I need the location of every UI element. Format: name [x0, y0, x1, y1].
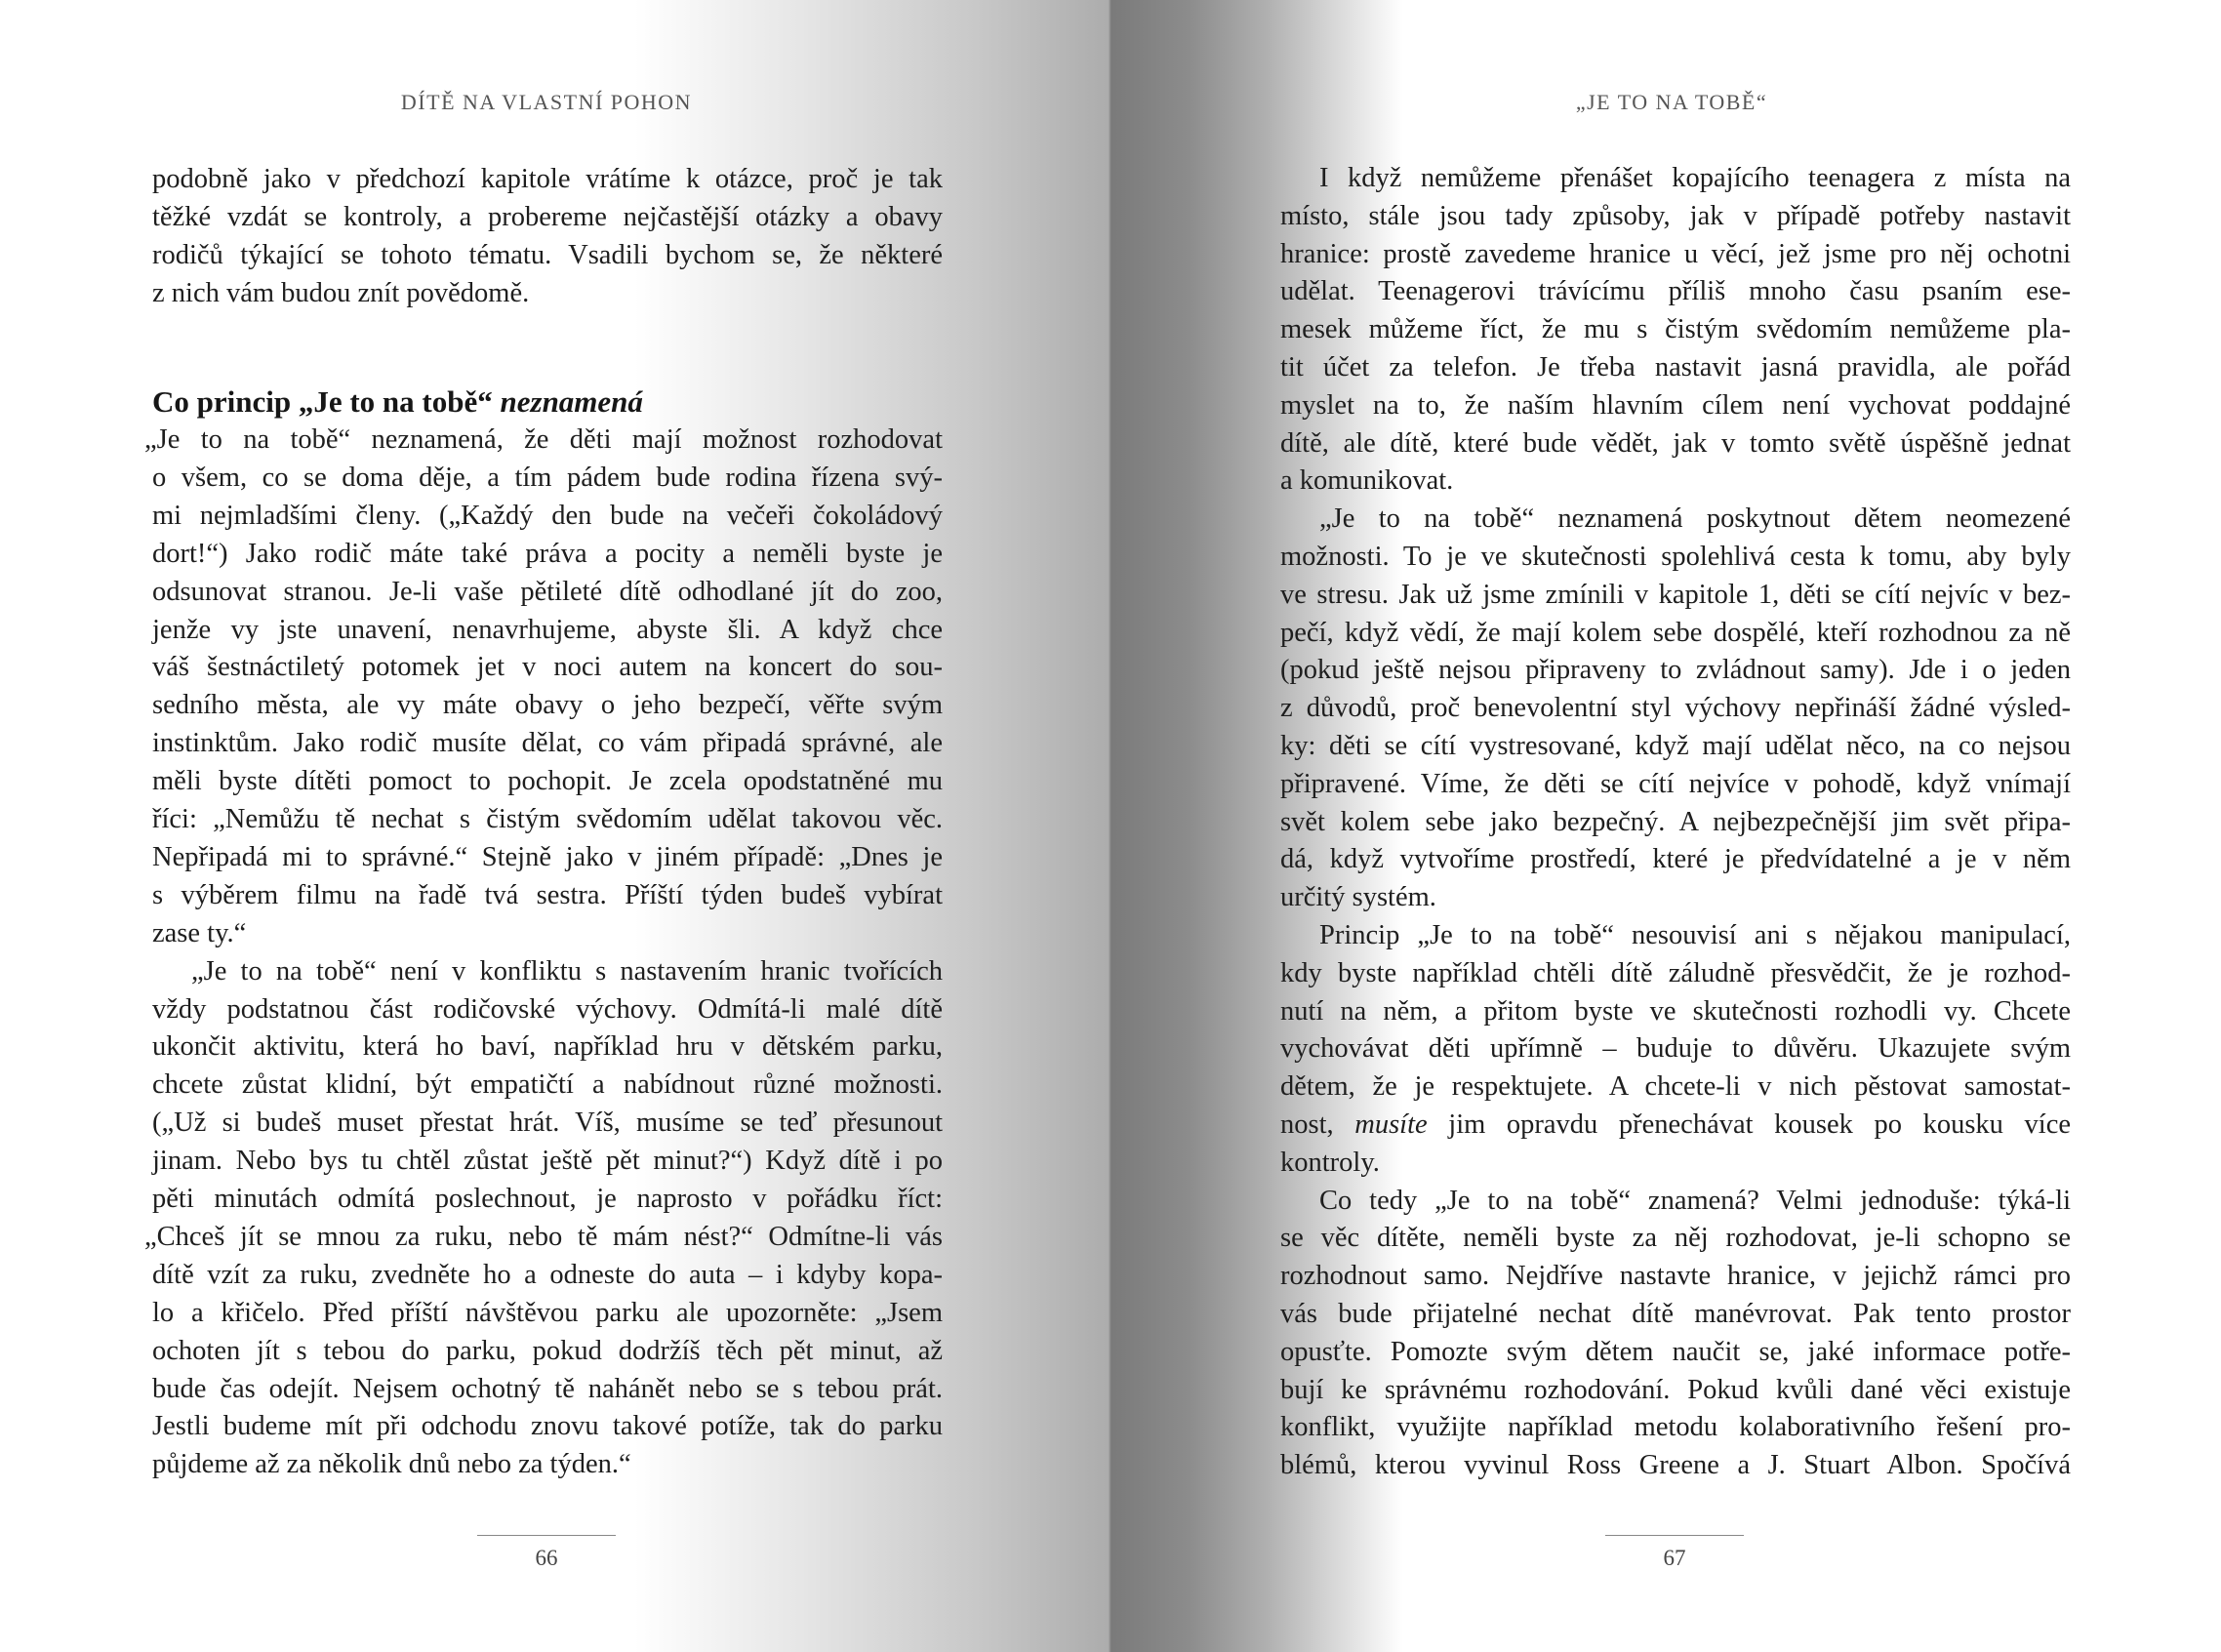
book-spine-gutter [1109, 0, 1111, 1652]
text-line: vás bude přijatelné nechat dítě manévrovat. Pak tento prostor [1280, 1299, 2071, 1329]
text-line: Princip „Je to na tobě“ nesouvisí ani s nějakou manipulací, [1319, 920, 2071, 950]
text-line: „Je to na tobě“ není v konfliktu s nastavením hranic tvořících [191, 955, 943, 987]
text-line: bude čas odejít. Nejsem ochotný tě nahánět nebo se s tebou prát. [152, 1373, 943, 1404]
text-line: určitý systém. [1280, 882, 1436, 913]
text-line: instinktům. Jako rodič musíte dělat, co vám připadá správné, ale [152, 728, 943, 759]
text-line: Nepřipadá mi to správné.“ Stejně jako v jiném případě: „Dnes je [152, 841, 943, 872]
text-line: se věc dítěte, neměli byste za něj rozhodovat, je-li schopno se [1280, 1223, 2071, 1254]
text-line: a komunikovat. [1280, 465, 1454, 497]
running-head-right: „JE TO NA TOBĚ“ [1575, 90, 1768, 114]
text-line: měli byste dítěti pomoct to pochopit. Je zcela opodstatněné mu [152, 766, 943, 797]
text-line: těžké vzdát se kontroly, a probereme nejčastější otázky a obavy [152, 202, 943, 232]
text-line: „Chceš jít se mnou za ruku, nebo tě mám nést?“ Odmítne-li vás [144, 1221, 943, 1252]
section-heading-bold: Co princip „Je to na tobě“ [152, 384, 501, 419]
text-line: Co tedy „Je to na tobě“ znamená? Velmi jednoduše: týká-li [1319, 1185, 2071, 1216]
folio-rule-left [477, 1535, 616, 1536]
text-line: dort!“) Jako rodič máte také práva a pocity a neměli byste je [152, 538, 943, 569]
text-line: říci: „Nemůžu tě nechat s čistým svědomím udělat takovou věc. [152, 804, 943, 834]
text-line: kontroly. [1280, 1147, 1380, 1178]
text-line: mi nejmladšími členy. („Každý den bude na večeři čokoládový [152, 500, 943, 531]
text-line: jenže vy jste unavení, nenavrhujeme, abyste šli. A když chce [152, 614, 943, 645]
text-line: dětem, že je respektujete. A chcete-li v nich pěstovat samostat- [1280, 1071, 2071, 1103]
text-line: („Už si budeš muset přestat hrát. Víš, musíme se teď přesunout [152, 1108, 943, 1139]
page-number-left: 66 [535, 1546, 558, 1570]
text-line: vychovávat děti upřímně – buduje to důvěru. Ukazujete svým [1280, 1033, 2071, 1065]
running-head-left: DÍTĚ NA VLASTNÍ POHON [400, 90, 693, 114]
text-line: svět kolem sebe jako bezpečný. A nejbezpečnější jim svět připa- [1280, 806, 2071, 837]
text-line: ochoten jít s tebou do parku, pokud dodržíš těch pět minut, až [152, 1335, 943, 1366]
text-line: sedního města, ale vy máte obavy o jeho bezpečí, věřte svým [152, 690, 943, 721]
text-line: blémů, kterou vyvinul Ross Greene a J. Stuart Albon. Spočívá [1280, 1450, 2071, 1481]
text-line: hranice: prostě zavedeme hranice u věcí, jež jsme pro něj ochotni [1280, 238, 2071, 269]
line-part: jim opravdu přenechávat kousek po kousku více [1427, 1109, 2071, 1140]
section-heading-italic: neznamená [500, 384, 643, 419]
text-line: opusťte. Pomozte svým dětem naučit se, jaké informace potře- [1280, 1336, 2071, 1367]
text-line: o všem, co se doma děje, a tím pádem bude rodina řízena svý- [152, 462, 943, 493]
text-line: váš šestnáctiletý potomek jet v noci autem na koncert do sou- [152, 652, 943, 683]
text-line: udělat. Teenagerovi trávícímu příliš mnoho času psaním ese- [1280, 276, 2071, 307]
text-line: (pokud ještě nejsou připraveny to zvládnout samy). Jde i o jeden [1280, 655, 2071, 686]
text-line: podobně jako v předchozí kapitole vrátíme k otázce, proč je tak [152, 164, 943, 194]
text-line: lo a křičelo. Před příští návštěvou parku ale upozorněte: „Jsem [152, 1297, 943, 1328]
text-line: ky: děti se cítí vystresované, když mají udělat něco, na co nejsou [1280, 731, 2071, 761]
text-line: kdy byste například chtěli dítě záludně přesvědčit, že je rozhod- [1280, 957, 2071, 988]
text-line: pečí, když vědí, že mají kolem sebe dospělé, kteří rozhodnou za ně [1280, 617, 2071, 648]
text-line: vždy podstatnou část rodičovské výchovy. Odmítá-li malé dítě [152, 993, 943, 1025]
text-line: myslet na to, že naším hlavním cílem není vychovat poddajné [1280, 389, 2071, 421]
page-number-right: 67 [1663, 1546, 1686, 1570]
text-line: mesek můžeme říct, že mu s čistým svědomím nemůžeme pla- [1280, 314, 2071, 345]
left-page [0, 0, 1110, 1652]
text-line: Jestli budeme mít při odchodu znovu takové potíže, tak do parku [152, 1411, 943, 1442]
text-line: z nich vám budou znít povědomě. [152, 278, 530, 308]
text-line: půjdeme až za několik dnů nebo za týden.“ [152, 1449, 631, 1480]
section-heading [152, 383, 643, 421]
text-line: odsunovat stranou. Je-li vaše pětileté dítě odhodlané jít do zoo, [152, 576, 943, 607]
text-line: ukončit aktivitu, která ho baví, například hru v dětském parku, [152, 1031, 943, 1063]
text-line: „Je to na tobě“ neznamená poskytnout dětem neomezené [1319, 504, 2071, 535]
text-line: nutí na něm, a přitom byste ve skutečnosti rozhodli vy. Chcete [1280, 995, 2071, 1027]
text-line: pěti minutách odmítá poslechnout, je naprosto v pořádku říct: [152, 1184, 943, 1214]
text-line: místo, stále jsou tady způsoby, jak v případě potřeby nastavit [1280, 200, 2071, 231]
text-line: I když nemůžeme přenášet kopajícího teenagera z místa na [1319, 163, 2071, 193]
text-line: dítě vzít za ruku, zvedněte ho a odneste do auta – i kdyby kopa- [152, 1259, 943, 1290]
emphasis-musite: musíte [1354, 1109, 1428, 1140]
text-line: rodičů týkající se tohoto tématu. Vsadili bychom se, že některé [152, 240, 943, 270]
text-line-with-emphasis [1280, 1106, 2071, 1144]
folio-rule-right [1605, 1535, 1744, 1536]
right-page [1110, 0, 2221, 1652]
text-line: tit účet za telefon. Je třeba nastavit jasná pravidla, ale pořád [1280, 352, 2071, 383]
text-line: připravené. Víme, že děti se cítí nejvíce v pohodě, když vnímají [1280, 768, 2071, 799]
text-line: dá, když vytvoříme prostředí, které je předvídatelné a je v něm [1280, 844, 2071, 875]
text-line: konflikt, využijte například metodu kolaborativního řešení pro- [1280, 1412, 2071, 1443]
text-line: rozhodnout samo. Nejdříve nastavte hranice, v jejichž rámci pro [1280, 1261, 2071, 1292]
text-line: dítě, ale dítě, které bude vědět, jak v tomto světě úspěšně jednat [1280, 427, 2071, 459]
line-part: nost, [1280, 1109, 1355, 1140]
text-line: bují ke správnému rozhodování. Pokud kvůli dané věci existuje [1280, 1374, 2071, 1405]
text-line: „Je to na tobě“ neznamená, že děti mají možnost rozhodovat [144, 424, 943, 455]
text-line: jinam. Nebo bys tu chtěl zůstat ještě pět minut?“) Když dítě i po [152, 1146, 943, 1177]
text-line: z důvodů, proč benevolentní styl výchovy nepřináší žádné výsled- [1280, 693, 2071, 724]
text-line: zase ty.“ [152, 917, 247, 948]
text-line: možnosti. To je ve skutečnosti spolehlivá cesta k tomu, aby byly [1280, 542, 2071, 572]
text-line: ve stresu. Jak už jsme zmínili v kapitole 1, děti se cítí nejvíc v bez- [1280, 579, 2071, 610]
text-line: s výběrem filmu na řadě tvá sestra. Příští týden budeš vybírat [152, 879, 943, 910]
text-line: chcete zůstat klidní, být empatičtí a nabídnout různé možnosti. [152, 1069, 943, 1101]
